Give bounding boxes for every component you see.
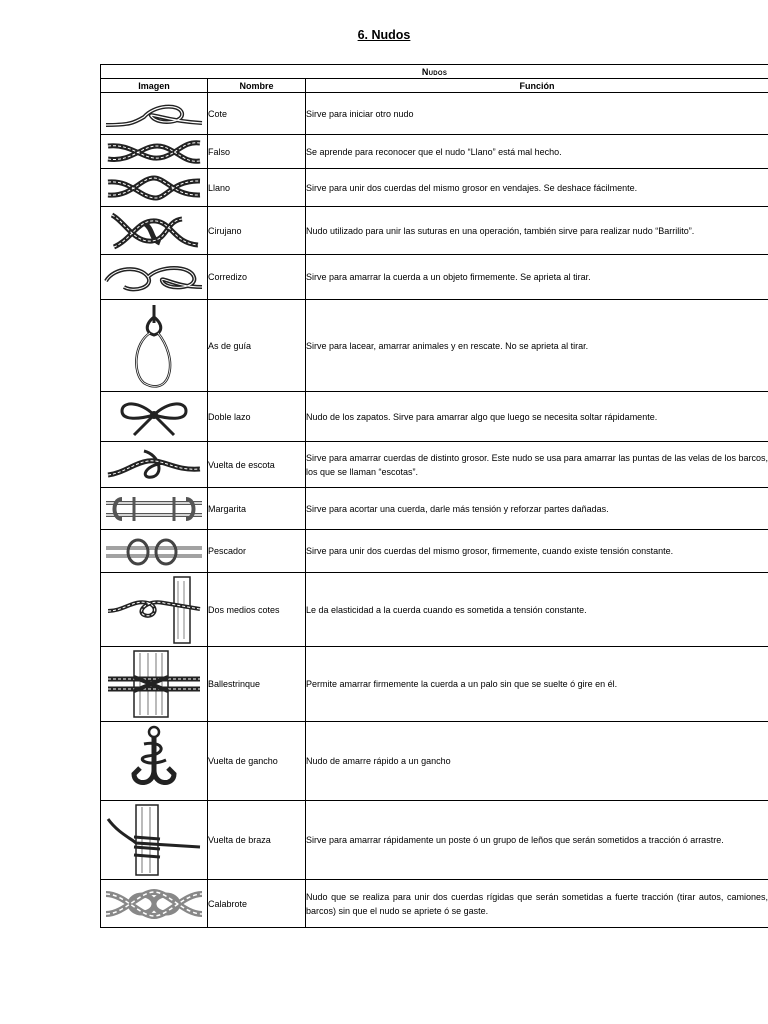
table-row bbox=[101, 801, 768, 880]
knot-function: Sirve para unir dos cuerdas del mismo grosor, firmemente, cuando existe tensión constante. bbox=[306, 530, 768, 573]
knot-function: Le da elasticidad a la cuerda cuando es sometida a tensión constante. bbox=[306, 573, 768, 647]
vuelta-de-escota-knot-icon bbox=[104, 445, 204, 485]
table-row bbox=[101, 169, 768, 207]
knot-name: Ballestrinque bbox=[208, 647, 306, 722]
table-row bbox=[101, 255, 768, 300]
knot-function: Nudo de amarre rápido a un gancho bbox=[306, 722, 768, 801]
corredizo-knot-icon bbox=[104, 257, 204, 297]
knot-name: As de guía bbox=[208, 300, 306, 392]
table-caption-row bbox=[101, 65, 768, 79]
as-de-guia-knot-icon bbox=[124, 303, 184, 389]
header-name: Nombre bbox=[208, 79, 306, 93]
pescador-knot-icon bbox=[104, 532, 204, 570]
knot-function: Nudo que se realiza para unir dos cuerdas rígidas que serán sometidas a fuerte tracción (tirar autos, camiones, barcos) sin que el nudo se apriete ó se gaste. bbox=[306, 880, 768, 928]
knots-table bbox=[100, 64, 768, 928]
table-row bbox=[101, 207, 768, 255]
knot-function: Nudo utilizado para unir las suturas en una operación, también sirve para realizar nudo “Barrilito”. bbox=[306, 207, 768, 255]
table-row bbox=[101, 488, 768, 530]
knot-function: Nudo de los zapatos. Sirve para amarrar algo que luego se necesita soltar rápidamente. bbox=[306, 392, 768, 442]
image-cell bbox=[101, 880, 208, 928]
knot-name: Doble lazo bbox=[208, 392, 306, 442]
knot-function: Sirve para unir dos cuerdas del mismo grosor en vendajes. Se deshace fácilmente. bbox=[306, 169, 768, 207]
dos-medios-cotes-knot-icon bbox=[104, 575, 204, 645]
ballestrinque-knot-icon bbox=[104, 649, 204, 719]
header-image: Imagen bbox=[101, 79, 208, 93]
knot-name: Cote bbox=[208, 93, 306, 135]
image-cell bbox=[101, 169, 208, 207]
knot-function: Permite amarrar firmemente la cuerda a un palo sin que se suelte ó gire en él. bbox=[306, 647, 768, 722]
table-row bbox=[101, 442, 768, 488]
margarita-knot-icon bbox=[104, 491, 204, 527]
knot-function: Sirve para amarrar rápidamente un poste ó un grupo de leños que serán sometidos a tracción ó arrastre. bbox=[306, 801, 768, 880]
knot-function: Sirve para iniciar otro nudo bbox=[306, 93, 768, 135]
knot-name: Cirujano bbox=[208, 207, 306, 255]
table-row bbox=[101, 647, 768, 722]
image-cell bbox=[101, 488, 208, 530]
cote-knot-icon bbox=[104, 95, 204, 133]
table-row bbox=[101, 530, 768, 573]
table-row bbox=[101, 573, 768, 647]
image-cell bbox=[101, 722, 208, 801]
knot-name: Falso bbox=[208, 135, 306, 169]
image-cell bbox=[101, 801, 208, 880]
image-cell bbox=[101, 442, 208, 488]
calabrote-knot-icon bbox=[104, 882, 204, 926]
table-row bbox=[101, 722, 768, 801]
falso-knot-icon bbox=[104, 137, 204, 167]
table-row bbox=[101, 93, 768, 135]
knot-name: Calabrote bbox=[208, 880, 306, 928]
table-row bbox=[101, 880, 768, 928]
knot-name: Pescador bbox=[208, 530, 306, 573]
page-title: 6. Nudos bbox=[357, 28, 411, 42]
knot-function: Sirve para lacear, amarrar animales y en rescate. No se aprieta al tirar. bbox=[306, 300, 768, 392]
table-caption: Nudos bbox=[101, 65, 768, 79]
table-header-row bbox=[101, 79, 768, 93]
image-cell bbox=[101, 135, 208, 169]
image-cell bbox=[101, 207, 208, 255]
knot-function: Sirve para acortar una cuerda, darle más tensión y reforzar partes dañadas. bbox=[306, 488, 768, 530]
image-cell bbox=[101, 392, 208, 442]
vuelta-de-braza-knot-icon bbox=[104, 803, 204, 877]
knot-name: Vuelta de escota bbox=[208, 442, 306, 488]
table-row bbox=[101, 135, 768, 169]
knot-name: Corredizo bbox=[208, 255, 306, 300]
doble-lazo-knot-icon bbox=[114, 395, 194, 439]
image-cell bbox=[101, 530, 208, 573]
knot-name: Dos medios cotes bbox=[208, 573, 306, 647]
cirujano-knot-icon bbox=[104, 209, 204, 253]
header-function: Función bbox=[306, 79, 768, 93]
vuelta-de-gancho-knot-icon bbox=[124, 724, 184, 798]
image-cell bbox=[101, 300, 208, 392]
image-cell bbox=[101, 255, 208, 300]
image-cell bbox=[101, 93, 208, 135]
knot-name: Vuelta de braza bbox=[208, 801, 306, 880]
knot-name: Vuelta de gancho bbox=[208, 722, 306, 801]
knot-function: Sirve para amarrar cuerdas de distinto grosor. Este nudo se usa para amarrar las puntas de las velas de los barcos, los que se llaman “escotas”. bbox=[306, 442, 768, 488]
image-cell bbox=[101, 647, 208, 722]
llano-knot-icon bbox=[104, 172, 204, 204]
knot-function: Se aprende para reconocer que el nudo “Llano” está mal hecho. bbox=[306, 135, 768, 169]
table-row bbox=[101, 392, 768, 442]
knot-name: Llano bbox=[208, 169, 306, 207]
table-row bbox=[101, 300, 768, 392]
knot-name: Margarita bbox=[208, 488, 306, 530]
image-cell bbox=[101, 573, 208, 647]
knot-function: Sirve para amarrar la cuerda a un objeto firmemente. Se aprieta al tirar. bbox=[306, 255, 768, 300]
